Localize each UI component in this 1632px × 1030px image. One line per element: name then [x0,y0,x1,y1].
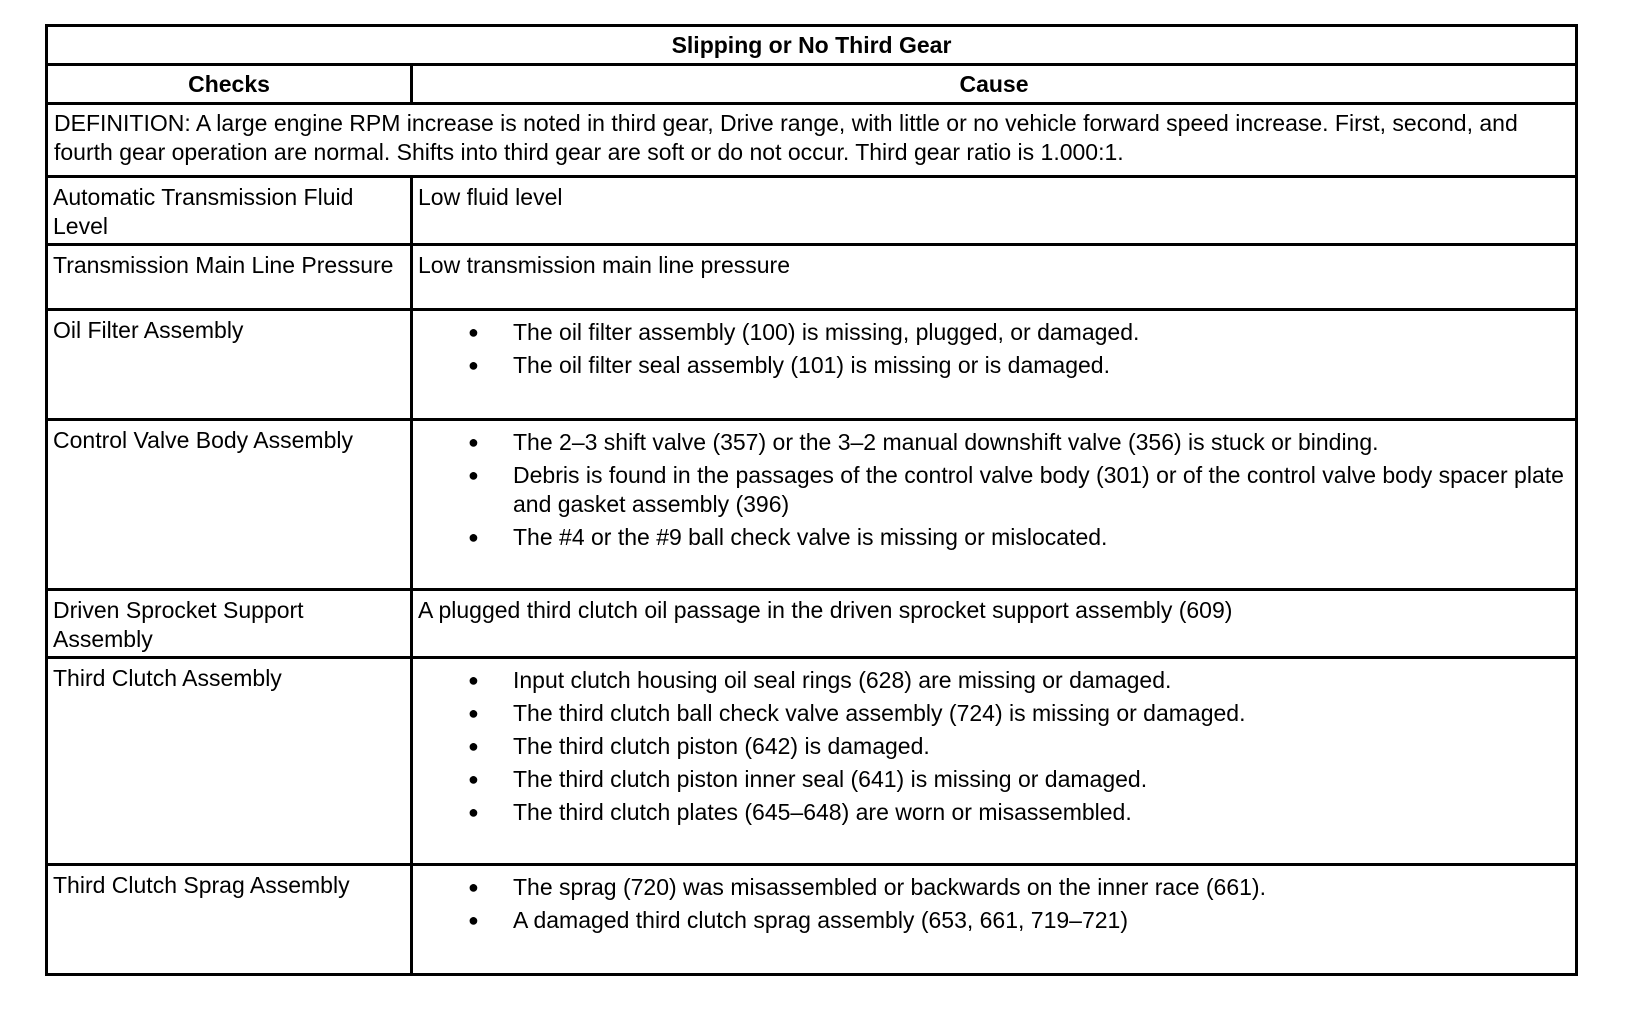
check-cell: Third Clutch Sprag Assembly [47,865,412,975]
check-cell: Oil Filter Assembly [47,310,412,420]
cause-item-text: A damaged third clutch sprag assembly (653, 661, 719–721) [513,907,1128,933]
list-item [413,318,1570,347]
bullet-icon: ● [468,670,479,690]
cause-item-text: Debris is found in the passages of the control valve body (301) or of the control valve body spacer plate and gasket assembly (396) [513,462,1564,517]
cause-item-text: The oil filter assembly (100) is missing, plugged, or damaged. [513,319,1140,345]
check-cell: Transmission Main Line Pressure [47,245,412,310]
definition-row [47,104,1577,177]
cause-item-text: The third clutch piston (642) is damaged. [513,733,930,759]
bullet-icon: ● [468,432,479,452]
check-cell: Control Valve Body Assembly [47,420,412,590]
cause-item-text: The third clutch plates (645–648) are worn or misassembled. [513,799,1132,825]
cause-list [413,666,1570,827]
list-item [413,428,1570,457]
cause-item-text: The third clutch piston inner seal (641) is missing or damaged. [513,766,1148,792]
list-item [413,351,1570,380]
checks-header: Checks [47,65,412,104]
table-row [47,177,1577,245]
list-item [413,666,1570,695]
cause-cell [412,310,1577,420]
list-item [413,906,1570,935]
bullet-icon: ● [468,736,479,756]
cause-item-text: The sprag (720) was misassembled or backwards on the inner race (661). [513,874,1266,900]
bullet-icon: ● [468,703,479,723]
bullet-icon: ● [468,769,479,789]
bullet-icon: ● [468,910,479,930]
cause-cell: Low fluid level [412,177,1577,245]
table-row [47,865,1577,975]
cause-cell: A plugged third clutch oil passage in the driven sprocket support assembly (609) [412,590,1577,658]
table-title: Slipping or No Third Gear [47,26,1577,65]
cause-list [413,428,1570,552]
list-item [413,873,1570,902]
list-item [413,523,1570,552]
check-cell: Driven Sprocket Support Assembly [47,590,412,658]
list-item [413,732,1570,761]
table-row [47,658,1577,865]
table-row [47,590,1577,658]
cause-cell [412,658,1577,865]
check-cell: Automatic Transmission Fluid Level [47,177,412,245]
cause-cell [412,865,1577,975]
table-row [47,310,1577,420]
table-title-row [47,26,1577,65]
cause-item-text: The oil filter seal assembly (101) is missing or is damaged. [513,352,1110,378]
table-row [47,420,1577,590]
bullet-icon: ● [468,465,479,485]
cause-item-text: Input clutch housing oil seal rings (628) are missing or damaged. [513,667,1172,693]
definition-text: DEFINITION: A large engine RPM increase is noted in third gear, Drive range, with little or no vehicle forward speed increase. First, second, and fourth gear operation are normal. Shifts into third gear are soft or do not occur. Third gear ratio is 1.000:1. [47,104,1577,177]
list-item [413,765,1570,794]
bullet-icon: ● [468,355,479,375]
cause-item-text: The third clutch ball check valve assembly (724) is missing or damaged. [513,700,1246,726]
list-item [413,798,1570,827]
cause-item-text: The 2–3 shift valve (357) or the 3–2 manual downshift valve (356) is stuck or binding. [513,429,1379,455]
cause-list [413,318,1570,380]
cause-item-text: The #4 or the #9 ball check valve is missing or mislocated. [513,524,1108,550]
list-item [413,699,1570,728]
bullet-icon: ● [468,527,479,547]
table-header-row [47,65,1577,104]
cause-header: Cause [412,65,1577,104]
table-row [47,245,1577,310]
bullet-icon: ● [468,322,479,342]
check-cell: Third Clutch Assembly [47,658,412,865]
cause-cell: Low transmission main line pressure [412,245,1577,310]
diagnostic-table [45,24,1578,976]
list-item [413,461,1570,519]
cause-list [413,873,1570,935]
bullet-icon: ● [468,877,479,897]
bullet-icon: ● [468,802,479,822]
cause-cell [412,420,1577,590]
